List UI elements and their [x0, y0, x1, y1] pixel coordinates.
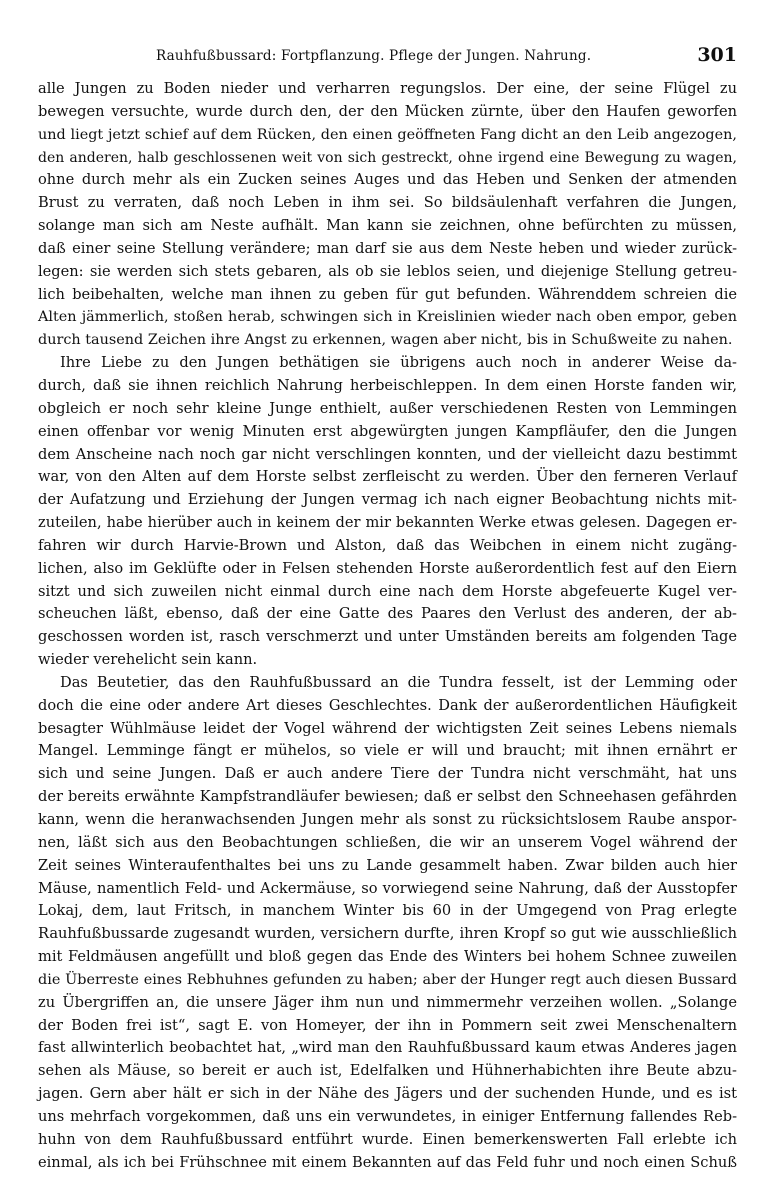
text-line: den anderen, halb geschlossenen weit von sich gestreckt, ohne irgend eine Bewegung zu wagen,: [38, 149, 737, 166]
text-line: jagen. Gern aber hält er sich in der Nähe des Jägers und der suchenden Hunde, und es ist: [38, 1085, 737, 1103]
text-line: ohne durch mehr als ein Zucken seines Auges und das Heben und Senken der atmenden: [38, 171, 737, 189]
text-line: bewegen versuchte, wurde durch den, der den Mücken zürnte, über den Haufen geworfen: [38, 102, 737, 120]
text-line: Das Beutetier, das den Rauhfußbussard an die Tundra fesselt, ist der Lemming oder: [60, 673, 737, 691]
running-head: [38, 44, 737, 74]
text-line: fast allwinterlich beobachtet hat, „wird man den Rauhfußbussard kaum etwas Anderes jagen: [38, 1039, 737, 1057]
text-line: besagter Wühlmäuse leidet der Vogel während der wichtigsten Zeit seines Lebens niemals: [38, 719, 737, 737]
text-line: dem Anscheine nach noch gar nicht verschlingen konnten, und der vielleicht dazu bestimmt: [38, 445, 737, 463]
text-line: Rauhfußbussarde zugesandt wurden, versichern durfte, ihren Kropf so gut wie ausschließlich: [38, 925, 737, 943]
text-line: sehen als Mäuse, so bereit er auch ist, Edelfalken und Hühnerhabichten ihre Beute abzu-: [38, 1062, 737, 1080]
text-line: fahren wir durch Harvie-Brown und Alston, daß das Weibchen in einem nicht zugäng-: [38, 536, 737, 554]
text-line: einmal, als ich bei Frühschnee mit einem Bekannten auf das Feld fuhr und noch einen Schuß: [38, 1153, 737, 1171]
page-number: 301: [697, 44, 737, 66]
body-text: [38, 78, 737, 1175]
paragraph: [38, 352, 737, 672]
text-line: Lokaj, dem, laut Fritsch, in manchem Winter bis 60 in der Umgegend von Prag erlegte: [38, 902, 737, 920]
text-line: lichen, also im Geklüfte oder in Felsen stehenden Horste außerordentlich fest auf den Eiern: [38, 559, 737, 577]
text-line: zuteilen, habe hierüber auch in keinem der mir bekannten Werke etwas gelesen. Dagegen er-: [38, 514, 737, 532]
text-line: durch, daß sie ihnen reichlich Nahrung herbeischleppen. In dem einen Horste fanden wir,: [38, 376, 737, 394]
text-line: sich und seine Jungen. Daß er auch andere Tiere der Tundra nicht verschmäht, hat uns: [38, 765, 737, 783]
paragraph: [38, 672, 737, 1175]
text-line: sitzt und sich zuweilen nicht einmal durch eine nach dem Horste abgefeuerte Kugel ver-: [38, 582, 737, 600]
text-line: daß einer seine Stellung verändere; man darf sie aus dem Neste heben und wieder zurück-: [38, 239, 737, 257]
text-line: lich beibehalten, welche man ihnen zu geben für gut befunden. Währenddem schreien die: [38, 285, 737, 303]
text-line: nen, läßt sich aus den Beobachtungen schließen, die wir an unserem Vogel während der: [38, 833, 737, 851]
text-line: war, von den Alten auf dem Horste selbst zerfleischt zu werden. Über den ferneren Verlauf: [38, 468, 737, 486]
text-line: uns mehrfach vorgekommen, daß uns ein verwundetes, in einiger Entfernung fallendes Reb-: [38, 1107, 737, 1125]
text-line: und liegt jetzt schief auf dem Rücken, den einen geöffneten Fang dicht an den Leib angezogen,: [38, 126, 737, 143]
text-line: Zeit seines Winteraufenthaltes bei uns zu Lande gesammelt haben. Zwar bilden auch hier: [38, 856, 737, 874]
text-line: Mäuse, namentlich Feld- und Ackermäuse, so vorwiegend seine Nahrung, daß der Ausstopfer: [38, 879, 737, 897]
text-line: der Boden frei ist“, sagt E. von Homeyer, der ihn in Pommern seit zwei Menschenaltern: [38, 1016, 737, 1034]
text-line: scheuchen läßt, ebenso, daß der eine Gatte des Paares den Verlust des anderen, der ab-: [38, 605, 737, 623]
text-line: kann, wenn die heranwachsenden Jungen mehr als sonst zu rücksichtslosem Raube anspor-: [38, 811, 737, 828]
running-title: Rauhfußbussard: Fortpflanzung. Pflege der Jungen. Nahrung.: [156, 48, 592, 64]
text-line: geschossen worden ist, rasch verschmerzt und unter Umständen bereits am folgenden Tage: [38, 628, 737, 646]
text-line: doch die eine oder andere Art dieses Geschlechtes. Dank der außerordentlichen Häufigkeit: [38, 696, 737, 714]
text-line: Mangel. Lemminge fängt er mühelos, so viele er will und braucht; mit ihnen ernährt er: [38, 742, 737, 760]
paragraph: [38, 78, 737, 352]
text-line: zu Übergriffen an, die unsere Jäger ihm nun und nimmermehr verzeihen wollen. „Solange: [38, 993, 737, 1011]
text-line: huhn von dem Rauhfußbussard entführt wurde. Einen bemerkenswerten Fall erlebte ich: [38, 1130, 737, 1148]
text-line: obgleich er noch sehr kleine Junge enthielt, außer verschiedenen Resten von Lemmingen: [38, 399, 737, 417]
text-line: mit Feldmäusen angefüllt und bloß gegen das Ende des Winters bei hohem Schnee zuweilen: [38, 948, 737, 966]
text-line: alle Jungen zu Boden nieder und verharren regungslos. Der eine, der seine Flügel zu: [38, 80, 737, 97]
text-line: solange man sich am Neste aufhält. Man kann sie zeichnen, ohne befürchten zu müssen,: [38, 217, 737, 235]
text-line: einen offenbar vor wenig Minuten erst abgewürgten jungen Kampfläufer, den die Jungen: [38, 422, 737, 440]
text-line: der Aufatzung und Erziehung der Jungen vermag ich nach eigner Beobachtung nichts mit-: [38, 491, 737, 509]
text-line: durch tausend Zeichen ihre Angst zu erkennen, wagen aber nicht, bis in Schußweite zu nahen.: [38, 332, 733, 349]
text-line: legen: sie werden sich stets gebaren, als ob sie leblos seien, und diejenige Stellung getreu-: [38, 262, 737, 280]
text-line: die Überreste eines Rebhuhnes gefunden zu haben; aber der Hunger regt auch diesen Bussard: [38, 971, 737, 988]
text-line: Brust zu verraten, daß noch Leben in ihm sei. So bildsäulenhaft verfahren die Jungen,: [38, 194, 737, 212]
text-line: wieder verehelicht sein kann.: [38, 651, 258, 669]
text-line: der bereits erwähnte Kampfstrandläufer bewiesen; daß er selbst den Schneehasen gefährden: [38, 788, 737, 806]
text-line: Alten jämmerlich, stoßen herab, schwingen sich in Kreislinien wieder nach oben empor, geben: [38, 309, 737, 326]
text-line: Ihre Liebe zu den Jungen bethätigen sie übrigens auch noch in anderer Weise da-: [60, 354, 737, 372]
